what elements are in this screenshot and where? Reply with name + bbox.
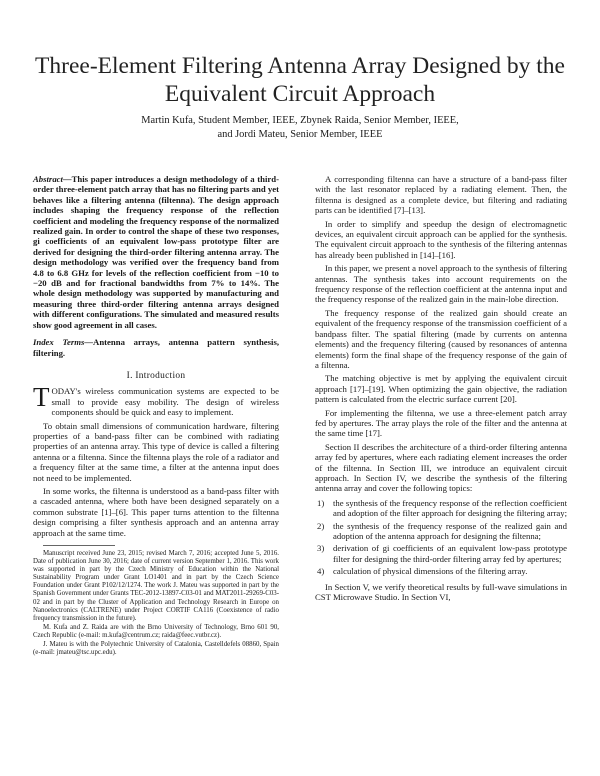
intro-paragraph-2: To obtain small dimensions of communication hardware, filtering properties of a band-pass filter can be combined with radiating properties of an antenna array. This type of device is called a filtering antenna or a filtenna. Since the filtenna plays the role of a radiator and a frequency filter at the same time, a filter at the antenna input does not need to be implemented.	[33, 420, 279, 483]
drop-cap: T	[33, 382, 50, 413]
list-item-number: 3)	[317, 543, 325, 554]
intro-paragraph-3: In some works, the filtenna is understood as a band-pass filter with a cascaded antenna, where both have been designed separately on a common substrate [1]–[6]. This paper turns attention to the filtenna design comprising a filter synthesis approach and an antenna array approach at the same time.	[33, 485, 279, 538]
right-paragraph-7: Section II describes the architecture of a third-order filtering antenna array fed by apertures, where each radiating element increases the order of the filtenna. In Section III, we introduce an equivalent circuit approach. In Section IV, we describe the synthesis of the filtering antenna array and cover the following topics:	[315, 441, 567, 494]
list-item-text: derivation of gi coefficients of an equivalent low-pass prototype filter for designing the third-order filtering array fed by apertures;	[333, 543, 567, 564]
list-item-number: 1)	[317, 497, 325, 508]
list-item-number: 4)	[317, 566, 325, 577]
list-item	[315, 566, 567, 576]
author-block	[0, 114, 600, 142]
list-item	[315, 543, 567, 564]
left-column	[33, 174, 279, 657]
intro-paragraph-1-text: ODAY's wireless communication systems are expected to be small to provide easy mobility. The design of wireless components should be quick and easy to implement.	[51, 386, 279, 418]
abstract	[33, 174, 279, 330]
authors-line-2: and Jordi Mateu, Senior Member, IEEE	[217, 129, 383, 140]
list-item-text: the synthesis of the frequency response of the realized gain and adoption of the antenna approach for designing the filtenna;	[333, 520, 567, 541]
index-terms	[33, 337, 279, 358]
index-terms-text: Antenna arrays, antenna pattern synthesis, filtering.	[33, 337, 279, 358]
right-paragraph-8: In Section V, we verify theoretical results by full-wave simulations in CST Microwave Studio. In Section VI,	[315, 581, 567, 603]
footnote-separator	[43, 545, 115, 546]
right-paragraph-4: The frequency response of the realized gain should create an equivalent of the frequency response of the transmission coefficient of a bandpass filter. The spatial filtering (made by currents on antenna elements) and the frequency filtering (caused by resonances of antenna elements) form the final shape of the frequency response of the gain of a filtenna.	[315, 307, 567, 370]
right-paragraph-6: For implementing the filtenna, we use a three-element patch array fed by apertures. The array plays the role of the filter and the antenna at the same time [17].	[315, 407, 567, 439]
right-paragraph-2: In order to simplify and speedup the design of electromagnetic devices, an equivalent circuit approach can be applied for the synthesis. The equivalent circuit approach to the synthesis of the filtering antennas has already been published in [14]–[16].	[315, 218, 567, 260]
list-item	[315, 498, 567, 519]
authors-line-1: Martin Kufa, Student Member, IEEE, Zbynek Raida, Senior Member, IEEE,	[141, 115, 459, 126]
footnote-affiliation-brno: M. Kufa and Z. Raida are with the Brno University of Technology, Brno 601 90, Czech Republic (e-mail: m.kufa@centrum.cz; raida@feec.vutbr.cz).	[33, 623, 279, 639]
abstract-label: Abstract—	[33, 174, 72, 184]
paper-title: Three-Element Filtering Antenna Array Designed by the Equivalent Circuit Approach	[35, 53, 565, 107]
right-paragraph-1: A corresponding filtenna can have a structure of a band-pass filter with the last resonator replaced by a radiating element. Then, the filtenna is designed as a complete device, but filtering and radiating parts can be identified [7]–[13].	[315, 174, 567, 216]
intro-paragraph-1	[33, 382, 279, 418]
footnote-affiliation-upc: J. Mateu is with the Polytechnic University of Catalonia, Castelldefels 08860, Spain (e-mail: jmateu@tsc.upc.edu).	[33, 641, 279, 657]
topics-list	[315, 498, 567, 577]
section-heading-introduction: I. Introduction	[126, 370, 186, 381]
right-paragraph-5: The matching objective is met by applying the equivalent circuit approach [17]–[19]. When optimizing the gain objective, the radiation pattern is calculated from the electric surface current [20].	[315, 373, 567, 405]
index-terms-label: Index Terms—	[33, 337, 94, 348]
right-paragraph-3: In this paper, we present a novel approach to the synthesis of filtering antennas. The synthesis takes into account requirements on the frequency response of the reflection coefficient at the antenna input and the frequency response of the realized gain in the main-lobe direction.	[315, 263, 567, 305]
list-item-number: 2)	[317, 520, 325, 531]
right-column	[315, 174, 567, 602]
list-item	[315, 521, 567, 542]
footnote-manuscript: Manuscript received June 23, 2015; revised March 7, 2016; accepted June 5, 2016. Date of publication June 30, 2016; date of current version September 1, 2016. This work was supported in part by the Czech Ministry of Education within the National Sustainability Program under Grant LO1401 and in part by the Czech Science Foundation under Grant P102/12/1274. The work J. Mateu was supported in part by the Spanish Government under Grants TEC-2012-13897-C03-01 and MAT2011-29269-C03-02 and in part by the Cluster of Application and Technology Research in Europe on Nanoelectronics (CALTRENE) under Project CORTIF CA116 (Coexistence of radio frequency transmission in the future).	[33, 550, 279, 622]
list-item-text: calculation of physical dimensions of the filtering array.	[333, 566, 528, 577]
abstract-text: This paper introduces a design methodology of a third-order three-element patch array that has no filtering parts and yet behaves like a filtering antenna (filtenna). The design approach includes shaping the frequency response of the reflection coefficient and modeling the frequency response of the normalized realized gain. In order to control the shape of these two responses, gi coefficients of an equivalent low-pass prototype filter are derived for designing the third-order filtering antenna array. The design methodology was verified over the frequency band from 4.8 to 6.8 GHz for levels of the reflection coefficient from −10 to −20 dB and for fractional bandwidths from 7% to 14%. The whole design methodology was supported by manufacturing and measuring three third-order filtering antenna arrays designed with different configurations. The simulated and measured results show good agreement in all cases.	[33, 174, 279, 330]
list-item-text: the synthesis of the frequency response of the reflection coefficient and adoption of the filter approach for designing the filtering array;	[333, 497, 567, 519]
